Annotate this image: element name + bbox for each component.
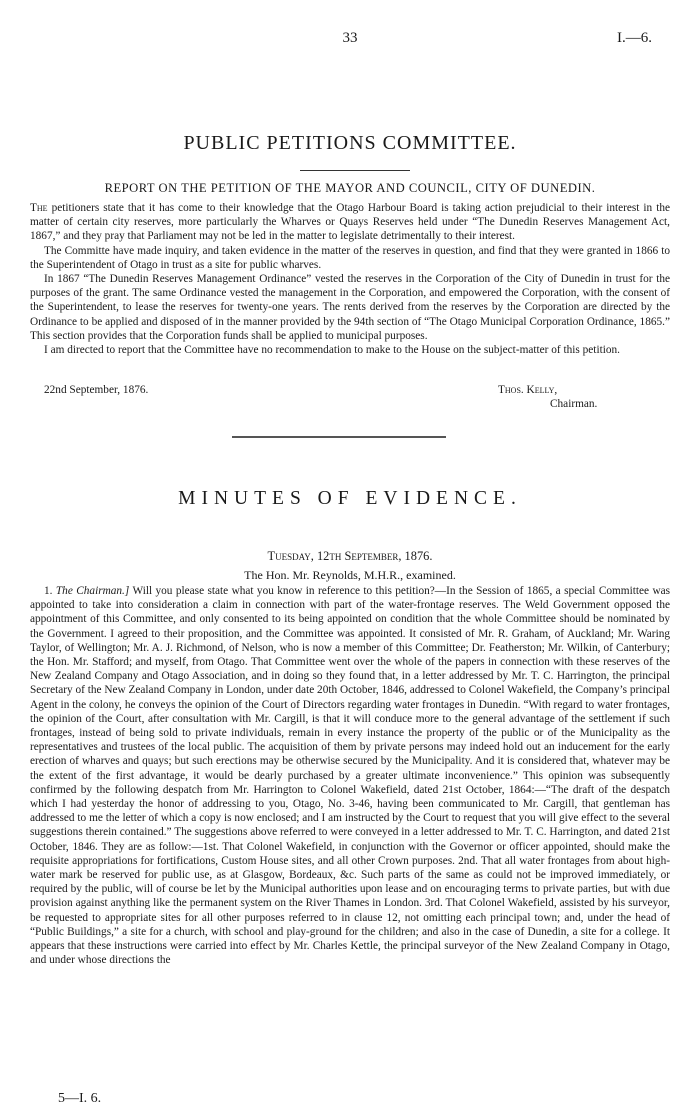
report-paragraph-1 [30, 201, 670, 244]
report-date: 22nd September, 1876. [44, 384, 149, 396]
report-signoff [30, 383, 670, 410]
evidence-paragraph [30, 584, 670, 967]
section-divider [232, 436, 446, 438]
session-date: Tuesday, 12th September, 1876. [267, 549, 433, 563]
page-number: 33 [342, 30, 358, 46]
question-speaker: The Chairman.] [55, 585, 130, 597]
document-title: PUBLIC PETITIONS COMMITTEE. [183, 132, 517, 154]
evidence-text: Will you please state what you know in reference to this petition?—In the Session of 1865, a special Committee was appointed to take into consideration a claim in connection with part of the water-frontage reserves. The Weld Government opposed the appointment of this Committee, and only consented to its being appointed on condition that the whole Committee should be nominated by the Government. I agreed to their proposition, and the Committee was appointed. It consisted of Mr. R. Graham, of Auckland; Mr. Waring Taylor, of Wellington; Mr. A. J. Richmond, of Nelson, who is now a member of this Committee; Dr. Featherston; Mr. Wilkin, of Canterbury; the Hon. Mr. Stafford; and myself, from Otago. That Committee went over the whole of the papers in connection with these reserves of the New Zealand Company and Otago Association, and in doing so they found that, in a letter addressed by Mr. T. C. Harrington, the principal Secretary of the New Zealand Company in London, under date 20th October, 1846, addressed to Colonel Wakefield, the Company’s principal Agent in the colony, he conveys the opinion of the Court of Directors regarding water frontages in Dunedin. “With regard to water frontages, the opinion of the Court, after consultation with Mr. Cargill, is that it will conduce more to the general advantage of the settlement if such frontages, instead of being sold to private individuals, remain in every instance the property of the public or of the Municipality as the representatives and trustees of the local public. The acquisition of them by private persons may indeed hold out an inducement for the early erection of wharves and quays; but such erections may be otherwise secured by the Municipality. And it is considered that, whatever may be the extent of the first advantage, it would be dearly purchased by a greater ultimate inconvenience.” This opinion was subsequently confirmed by the following despatch from Mr. Harrington to Colonel Wakefield, dated 21st October, 1864:—“The draft of the despatch which I had yesterday the honor of addressing to you, Otago, No. 3-46, having been communicated to Mr. Cargill, that gentleman has addressed to me the letter of which a copy is now enclosed; and I am instructed by the Court to request that you will give effect to the several suggestions therein contained.” The suggestions above referred to were conveyed in a letter addressed to Mr. T. C. Harrington, and dated 21st October, 1846. They are as follow:—1st. That Colonel Wakefield, in conjunction with the Governor or officer appointed, should make the requisite appropriations for fortifications, Custom House sites, and all other Crown purposes. 2nd. That all water frontages from about high-water mark be reserved for public use, as at Glasgow, Bordeaux, &c. Such parts of the same as could not be improved immediately, or required by the public, will of course be let by the Municipal authorities upon lease and on encouraging terms to private parties, but with due provision against anything like the permanent system on the River Thames in London. 3rd. That Colonel Wakefield, assisted by his surveyor, be requested to appropriate sites for all other purposes referred to in clause 12, not omitting each principal town; and, under the head of “Public Buildings,” a site for a church, with school and play-ground for the children; and also in the case of Dunedin, a site for a college. It appears that these instructions were carried into effect by Mr. Charles Kettle, the principal surveyor of the New Zealand Company in Otago, and under whose directions the [30, 585, 671, 967]
report-paragraph-1-text: petitioners state that it has come to their knowledge that the Otago Harbour Board is taking action prejudicial to their interest in the matter of certain city reserves, more particularly the Wharves or Quays Reserves held under “The Dunedin Reserves Management Act, 1867,” and they pray that Parliament may not be led in the matter to legislate detrimentally to their interest. [30, 202, 670, 243]
report-body [30, 201, 670, 357]
report-paragraph-2: The Committe have made inquiry, and taken evidence in the matter of the reserves in question, and find that they were granted in 1866 to the Superintendent of Otago in trust as a site for public wharves. [30, 244, 670, 271]
printer-signature-mark: 5—I. 6. [58, 1091, 102, 1106]
report-lead-word: The [30, 202, 48, 214]
minutes-body [30, 584, 670, 967]
chairman-title: Chairman. [550, 398, 598, 410]
report-paragraph-4: I am directed to report that the Committee have no recommendation to make to the House on the subject-matter of this petition. [44, 344, 620, 357]
paper-reference: I.—6. [617, 30, 652, 46]
minutes-title: MINUTES OF EVIDENCE. [178, 488, 522, 509]
report-heading: REPORT ON THE PETITION OF THE MAYOR AND COUNCIL, CITY OF DUNEDIN. [104, 181, 596, 195]
chairman-signature: Thos. Kelly, [498, 384, 558, 396]
report-paragraph-3: In 1867 “The Dunedin Reserves Management Ordinance” vested the reserves in the Corporation of the City of Dunedin in trust for the purposes of the grant. The same Ordinance vested the management in the Corporation, and empowered the Corporation, with the consent of the Superintendent, to lease the reserves for twenty-one years. The rents derived from the reserves by the Corporation are directed by the Ordinance to be applied and disposed of in the manner provided by the 94th section of “The Otago Municipal Corporation Ordinance, 1865.” This section provides that the Corporation funds shall be applied to municipal purposes. [30, 273, 670, 342]
title-divider [300, 170, 410, 171]
witness-line: The Hon. Mr. Reynolds, M.H.R., examined. [244, 568, 456, 582]
question-number: 1. [44, 585, 53, 597]
